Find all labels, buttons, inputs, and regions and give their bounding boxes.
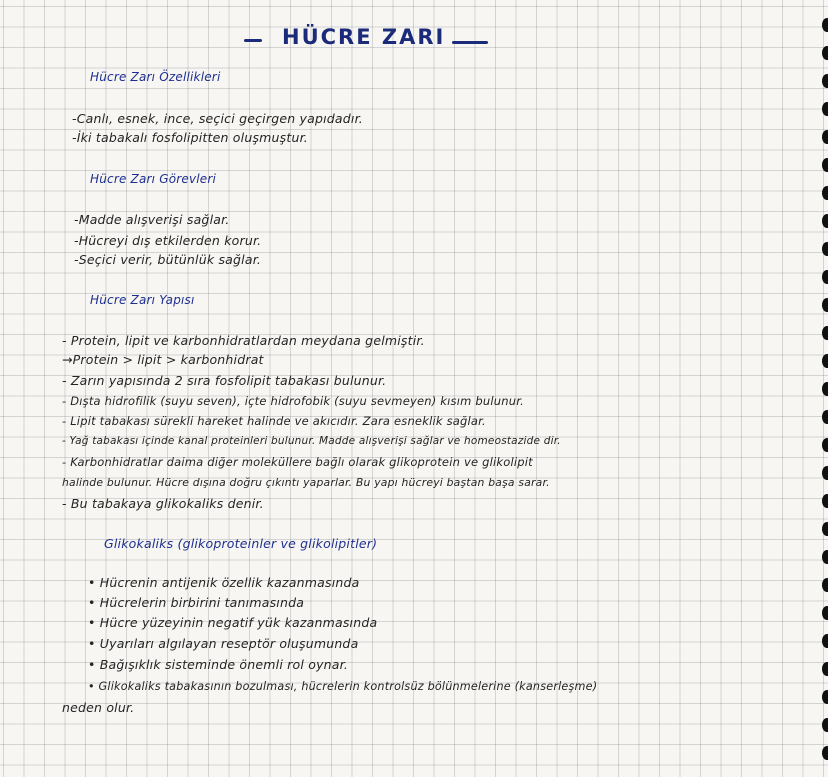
binding-hole [822,382,828,396]
list-item: - Dışta hidrofilik (suyu seven), içte hidrofobik (suyu sevmeyen) kısım bulunur. [62,394,524,408]
binding-hole [822,438,828,452]
page-title: HÜCRE ZARI [282,25,446,49]
binding-hole [822,466,828,480]
list-item: • Hücrenin antijenik özellik kazanmasında [88,575,360,590]
binding-hole [822,130,828,144]
list-item: →Protein > lipit > karbonhidrat [62,352,264,367]
binding-hole [822,410,828,424]
list-item: -Canlı, esnek, ince, seçici geçirgen yapıdadır. [72,111,363,126]
binding-hole [822,354,828,368]
list-item: • Glikokaliks tabakasının bozulması, hücrelerin kontrolsüz bölünmelerine (kanserleşme) [88,680,598,693]
binding-hole [822,270,828,284]
binding-hole [822,662,828,676]
section-heading-ozellikler: Hücre Zarı Özellikleri [90,70,221,84]
list-item: halinde bulunur. Hücre dışına doğru çıkıntı yaparlar. Bu yapı hücreyi baştan başa sarar. [62,476,550,489]
list-item: • Bağışıklık sisteminde önemli rol oynar. [88,657,349,672]
title-dash-left [244,39,262,42]
list-item: -Madde alışverişi sağlar. [74,212,230,227]
section-heading-glikokaliks: Glikokaliks (glikoproteinler ve glikolipitler) [104,536,378,551]
binding-hole [822,746,828,760]
list-item: -İki tabakalı fosfolipitten oluşmuştur. [72,130,308,145]
binding-hole [822,46,828,60]
list-item: neden olur. [62,700,135,715]
binding-hole [822,718,828,732]
binding-hole [822,298,828,312]
list-item: -Hücreyi dış etkilerden korur. [74,233,262,248]
list-item: - Karbonhidratlar daima diğer moleküllere bağlı olarak glikoprotein ve glikolipit [62,455,533,469]
binding-hole [822,326,828,340]
binding-hole [822,494,828,508]
list-item: - Protein, lipit ve karbonhidratlardan meydana gelmiştir. [62,333,425,348]
binding-hole [822,102,828,116]
binding-hole [822,18,828,32]
list-item: - Zarın yapısında 2 sıra fosfolipit tabakası bulunur. [62,373,387,388]
binding-hole [822,186,828,200]
list-item: • Uyarıları algılayan reseptör oluşumunda [88,636,359,651]
list-item: -Seçici verir, bütünlük sağlar. [74,252,262,267]
binding-hole [822,550,828,564]
binding-hole [822,690,828,704]
list-item: - Yağ tabakası içinde kanal proteinleri bulunur. Madde alışverişi sağlar ve homeostazide dir. [62,435,561,447]
binding-hole [822,214,828,228]
binding-hole [822,242,828,256]
list-item: - Bu tabakaya glikokaliks denir. [62,496,264,511]
binding-hole [822,158,828,172]
binding-hole [822,578,828,592]
binding-hole [822,522,828,536]
binding-hole [822,74,828,88]
spiral-binding [822,0,828,777]
binding-hole [822,606,828,620]
section-heading-gorevleri: Hücre Zarı Görevleri [90,172,217,186]
title-dash-right [452,41,488,44]
list-item: • Hücre yüzeyinin negatif yük kazanmasında [88,615,378,630]
list-item: - Lipit tabakası sürekli hareket halinde ve akıcıdır. Zara esneklik sağlar. [62,414,486,428]
binding-hole [822,634,828,648]
section-heading-yapisi: Hücre Zarı Yapısı [90,293,195,307]
list-item: • Hücrelerin birbirini tanımasında [88,595,305,610]
